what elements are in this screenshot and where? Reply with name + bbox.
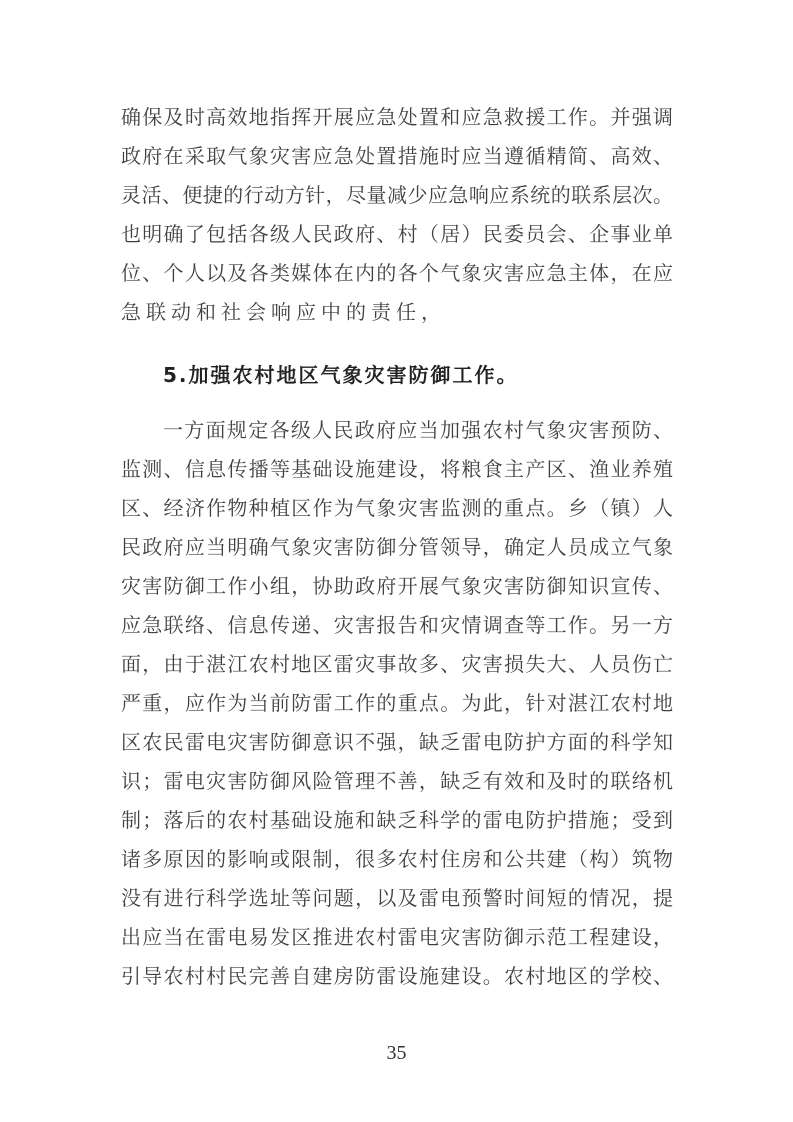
text-line: 引导农村村民完善自建房防雷设施建设。农村地区的学校、 — [121, 964, 673, 988]
text-line: 确保及时高效地指挥开展应急处置和应急救援工作。并强调 — [121, 105, 673, 129]
text-line: 区、经济作物种植区作为气象灾害监测的重点。乡（镇）人 — [121, 496, 673, 520]
text-line: 急联动和社会响应中的责任， — [121, 300, 446, 324]
text-line: 民政府应当明确气象灾害防御分管领导，确定人员成立气象 — [121, 535, 673, 559]
text-line: 位、个人以及各类媒体在内的各个气象灾害应急主体，在应 — [121, 261, 673, 285]
text-line: 一方面规定各级人民政府应当加强农村气象灾害预防、 — [163, 418, 673, 442]
text-line: 政府在采取气象灾害应急处置措施时应当遵循精简、高效、 — [121, 144, 673, 168]
text-line: 监测、信息传播等基础设施建设，将粮食主产区、渔业养殖 — [121, 457, 673, 481]
text-line: 出应当在雷电易发区推进农村雷电灾害防御示范工程建设， — [121, 925, 673, 949]
text-line: 应急联络、信息传递、灾害报告和灾情调查等工作。另一方 — [121, 613, 673, 637]
text-line: 面，由于湛江农村地区雷灾事故多、灾害损失大、人员伤亡 — [121, 652, 673, 676]
section-heading: 5.加强农村地区气象灾害防御工作。 — [163, 363, 519, 387]
text-line: 制；落后的农村基础设施和缺乏科学的雷电防护措施；受到 — [121, 808, 673, 832]
text-line: 灵活、便捷的行动方针，尽量减少应急响应系统的联系层次。 — [121, 183, 673, 207]
text-line: 区农民雷电灾害防御意识不强，缺乏雷电防护方面的科学知 — [121, 730, 673, 754]
page-number: 35 — [386, 1042, 407, 1064]
text-line: 也明确了包括各级人民政府、村（居）民委员会、企事业单 — [121, 222, 673, 246]
text-line: 没有进行科学选址等问题，以及雷电预警时间短的情况，提 — [121, 886, 673, 910]
text-line: 灾害防御工作小组，协助政府开展气象灾害防御知识宣传、 — [121, 574, 673, 598]
text-line: 诸多原因的影响或限制，很多农村住房和公共建（构）筑物 — [121, 847, 673, 871]
text-line: 识；雷电灾害防御风险管理不善，缺乏有效和及时的联络机 — [121, 769, 673, 793]
text-line: 严重，应作为当前防雷工作的重点。为此，针对湛江农村地 — [121, 691, 673, 715]
